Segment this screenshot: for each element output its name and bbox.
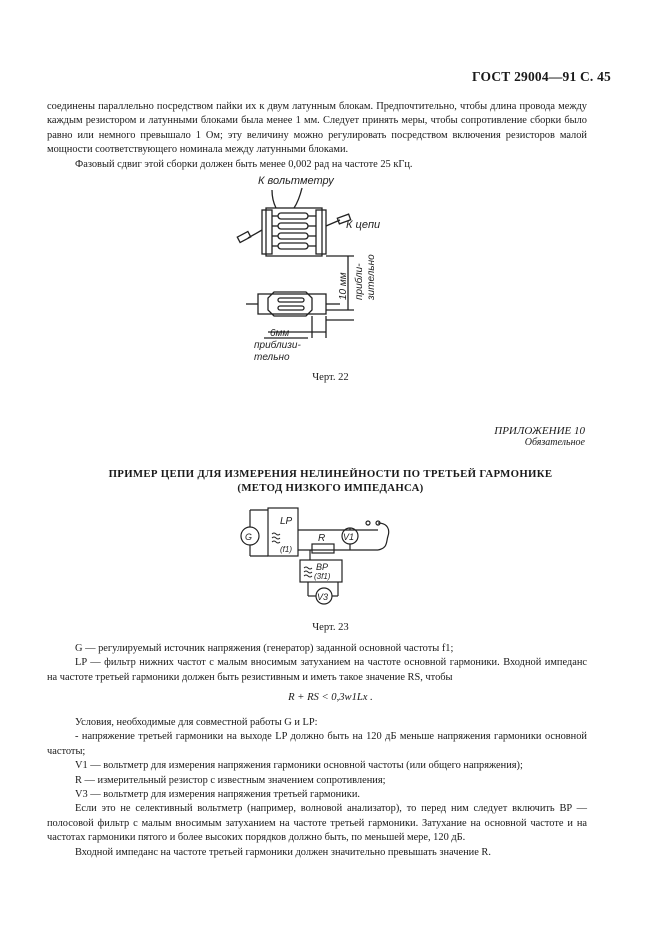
page-header: ГОСТ 29004—91 С. 45	[472, 69, 611, 84]
conditions-text: Условия, необходимые для совместной работы G и LP:	[75, 717, 318, 728]
section-title	[0, 468, 661, 495]
g-definition: G — регулируемый источник напряжения (генератор) заданной основной частоты f1;	[75, 643, 454, 654]
appendix-title: ПРИЛОЖЕНИЕ 10	[494, 425, 585, 437]
intro-paragraph-2: Фазовый сдвиг этой сборки должен быть менее 0,002 рад на частоте 25 кГц.	[75, 158, 413, 170]
label-approx-horizontal-1: приблизи-	[254, 340, 301, 351]
intro-paragraph-1: соединены параллельно посредством пайки их к двум латунным блокам. Предпочтительно, чтобы длина провода между каждым резистором и латунными блоками была менее 1 мм. Следует принять меры, чтобы сопротивление сборки было равно или немного превышало 1 Ом; эту величину можно регулировать посредством включения резисторов малой мощности соответствующего номинала между латунными блоками.	[47, 101, 587, 156]
note-text: Если это не селективный вольтметр (например, волновой анализатор), то перед ним следует включить BP — полосовой фильтр с малым вносимым затуханием на частоте третьей гармоники. Затухание на основной частоте и на частотах гармоники пятого и более высоких порядков должно быть, по меньшей мере, 120 дБ.	[47, 803, 587, 844]
section-title-line-1: ПРИМЕР ЦЕПИ ДЛЯ ИЗМЕРЕНИЯ НЕЛИНЕЙНОСТИ ПО ТРЕТЬЕЙ ГАРМОНИКЕ	[108, 468, 553, 480]
last-text: Входной импеданс на частоте третьей гармоники должен значительно превышать значение R.	[75, 846, 491, 858]
v3-label: V3	[317, 592, 329, 602]
label-to-voltmeter: К вольтметру	[258, 175, 334, 187]
figure-23-caption: Черт. 23	[312, 622, 349, 633]
bp-frequency-label: (3f1)	[314, 572, 331, 581]
generator-label: G	[245, 532, 253, 542]
label-10mm: 10 мм	[338, 272, 349, 300]
v3-definition: V3 — вольтметр для измерения напряжения третьей гармоники.	[75, 789, 361, 801]
v1-definition: V1 — вольтметр для измерения напряжения гармоники основной частоты (или общего напряжения);	[75, 760, 523, 772]
lp-definition: LP — фильтр нижних частот с малым вносимым затуханием на частоте основной гармоники. Входной импеданс на частоте третьей гармоники должен быть резистивным и иметь такое значение RS, чтобы	[47, 657, 587, 683]
figure-23-circuit	[230, 506, 400, 608]
lp-label: LP	[280, 516, 293, 527]
r-label: R	[318, 533, 326, 544]
label-6mm: 6мм	[270, 328, 290, 339]
figure-22-caption: Черт. 22	[312, 372, 349, 383]
condition-1: - напряжение третьей гармоники на выходе LP должно быть на 120 дБ меньше напряжения гармоники основной частоты;	[47, 731, 587, 757]
label-approx-vertical-2: зительно	[366, 254, 377, 300]
body-text-2	[47, 716, 587, 860]
formula: R + RS < 0,3w1Lx .	[288, 692, 373, 703]
label-to-circuit: К цепи	[346, 219, 381, 231]
bp-label: BP	[316, 562, 329, 572]
body-text	[47, 642, 587, 685]
lp-frequency-label: (f1)	[280, 545, 292, 554]
label-approx-horizontal-2: тельно	[254, 352, 290, 363]
section-title-line-2: (МЕТОД НИЗКОГО ИМПЕДАНСА)	[237, 481, 424, 494]
appendix-heading	[494, 425, 585, 449]
r-definition: R — измерительный резистор с известным значением сопротивления;	[75, 774, 386, 786]
v1-label: V1	[343, 532, 355, 542]
figure-22-drawing	[228, 170, 408, 365]
intro-text	[47, 100, 587, 172]
label-approx-vertical-1: прибли-	[354, 263, 365, 300]
appendix-status: Обязательное	[524, 437, 585, 448]
